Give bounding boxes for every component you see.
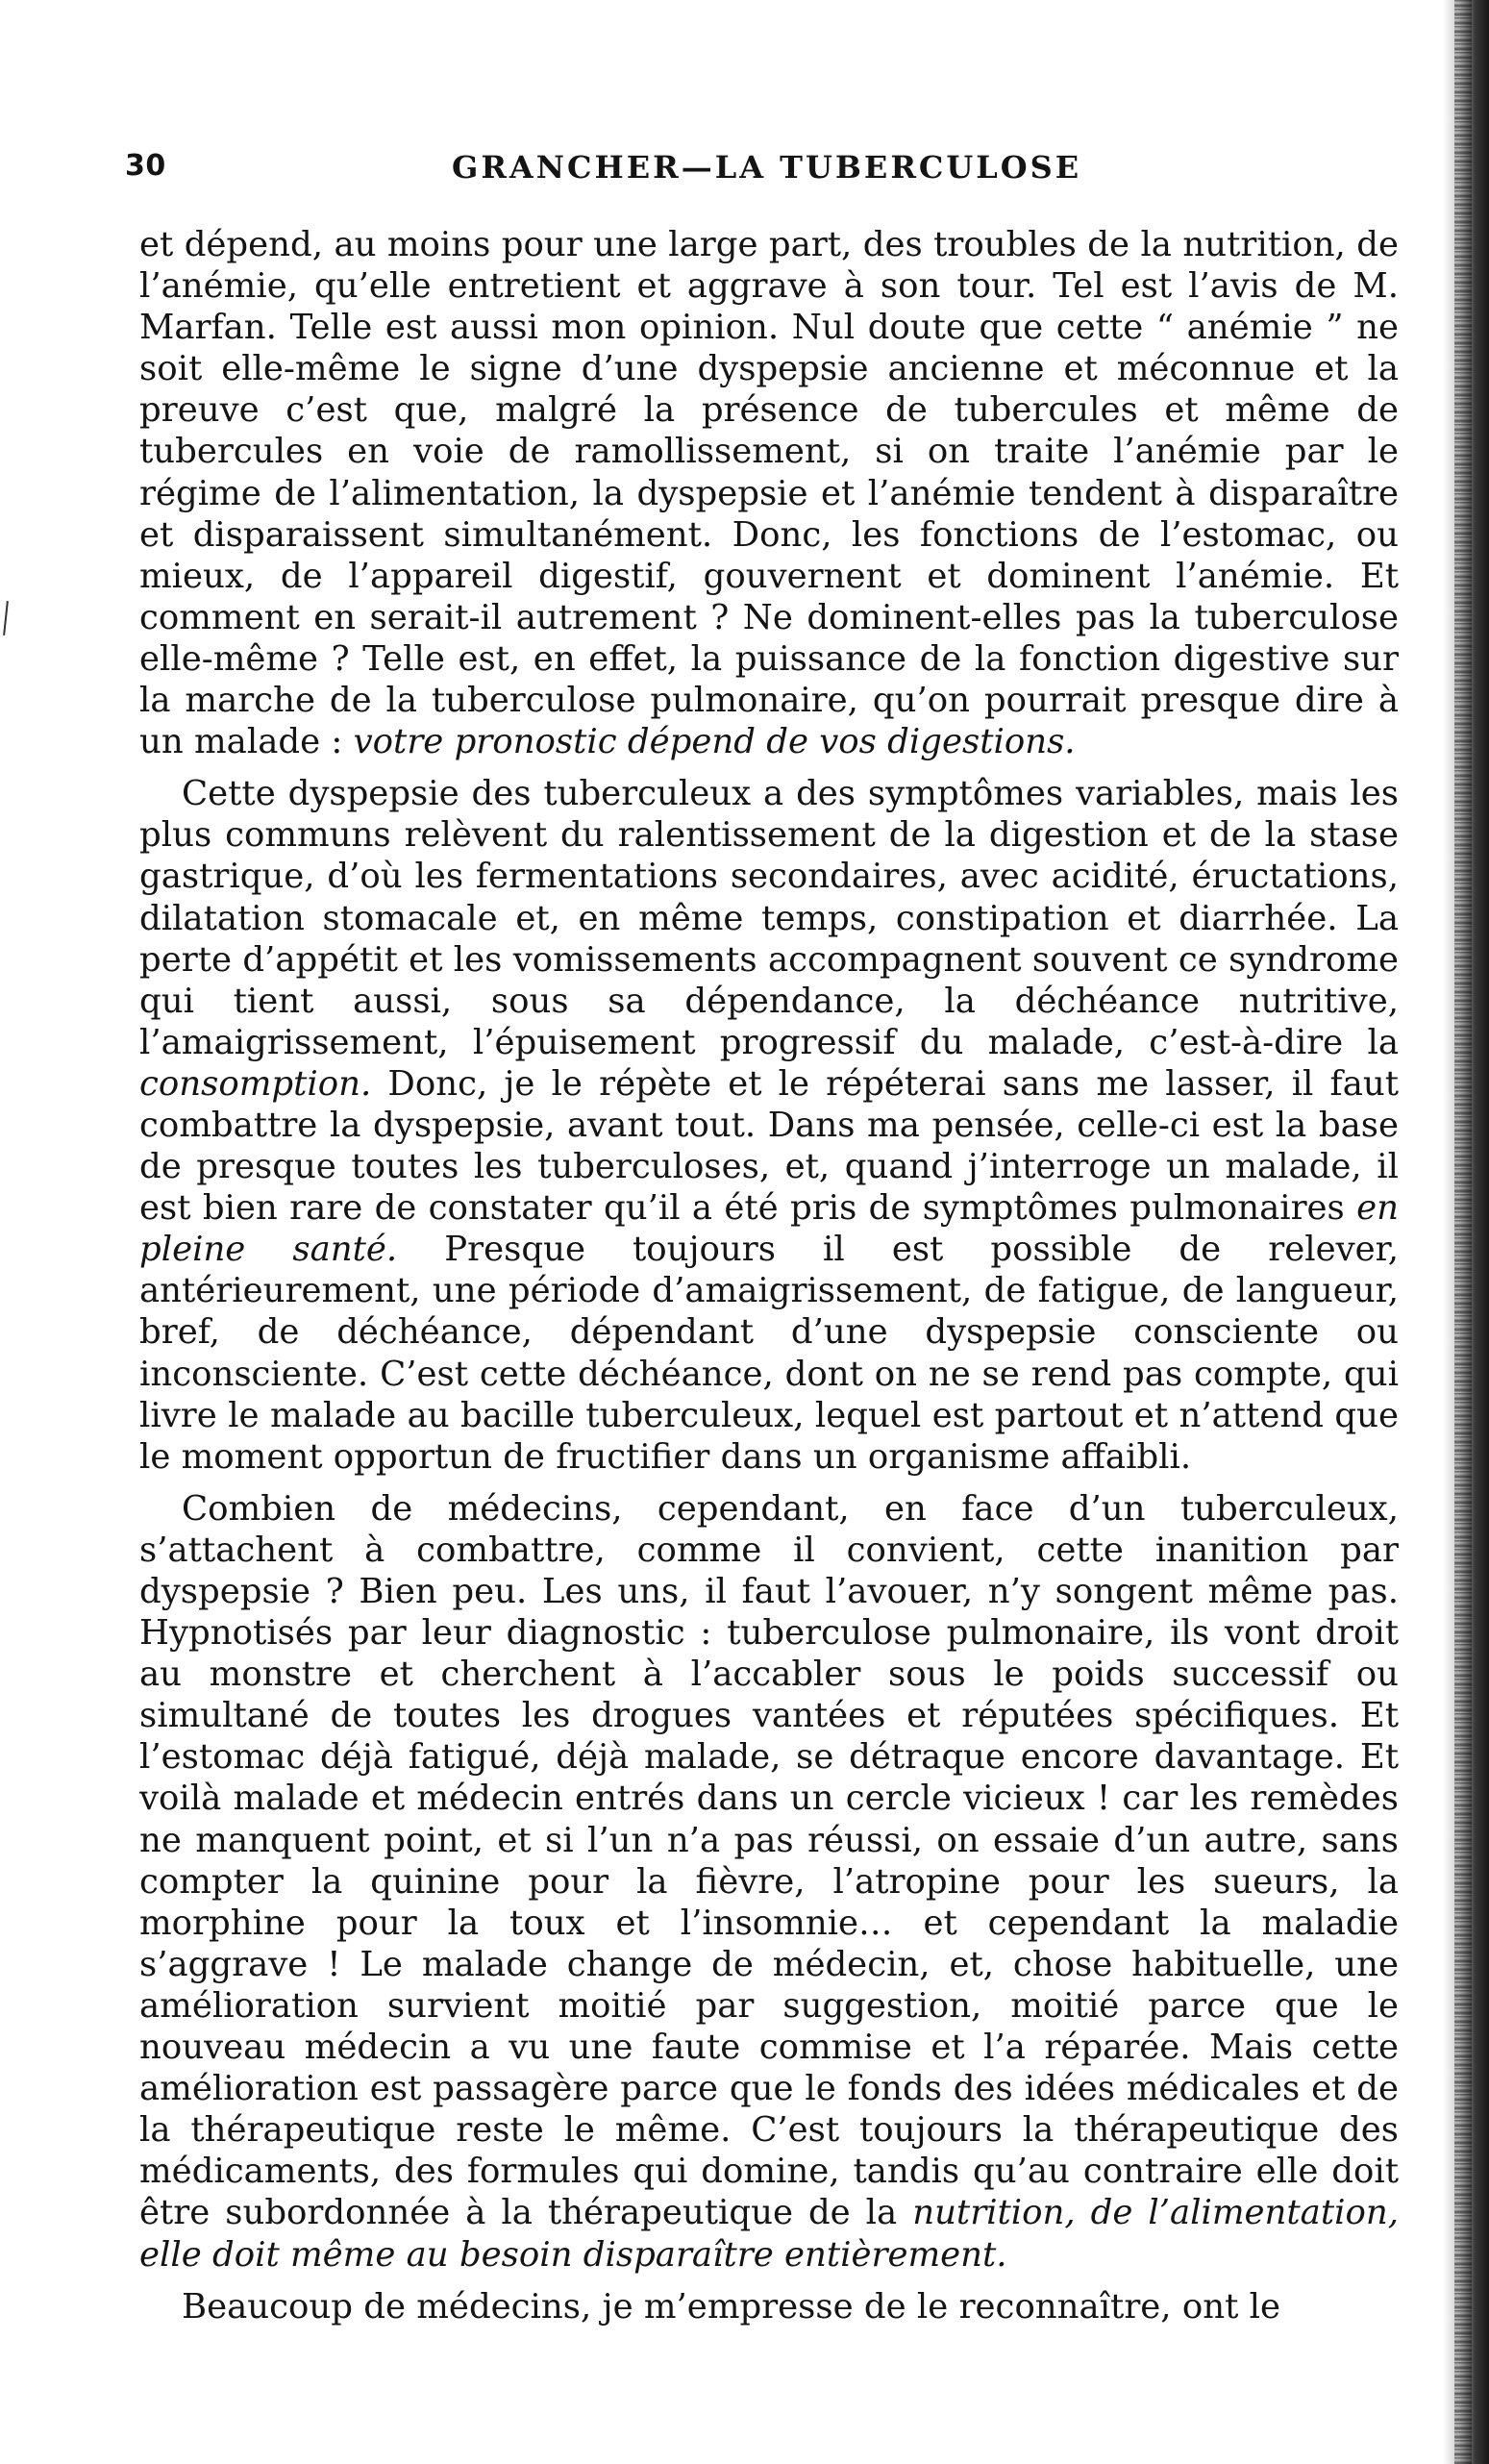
page-number: 30 — [125, 149, 166, 183]
paragraph-3 — [139, 1488, 1399, 2276]
paragraph-2-italic-a: consomption. — [139, 1063, 372, 1104]
binding-edge-shadow — [1443, 0, 1489, 2464]
paragraph-3-italic: nutrition, de l’alimentation, elle doit même au besoin disparaître entièrement. — [139, 2193, 1399, 2275]
paragraph-1-text: et dépend, au moins pour une large part, des troubles de la nutrition, de l’anémie, qu’elle entretient et aggrave à son tour. Tel est l’avis de M. Marfan. Telle est aussi mon opinion. Nul doute que cette “ anémie ” ne soit elle-même le signe d’une dyspepsie ancienne et méconnue et la preuve c’est que, malgré la présence de tubercules et même de tubercules en voie de ramollissement, si on traite l’anémie par le régime de l’alimentation, la dyspepsie et l’anémie tendent à disparaître et disparaissent simultanément. Donc, les fonctions de l’estomac, ou mieux, de l’appareil digestif, gouvernent et dominent l’anémie. Et comment en serait-il autrement ? Ne dominent-elles pas la tuberculose elle-même ? Telle est, en effet, la puissance de la fonction digestive sur la marche de la tuberculose pulmonaire, qu’on pourrait presque dire à un malade : — [139, 225, 1399, 762]
paragraph-2 — [139, 773, 1399, 1478]
paragraph-2-text-b: Donc, je le répète et le répéterai sans me lasser, il faut combattre la dyspepsie, avant tout. Dans ma pensée, celle-ci est la base de presque toutes les tuberculoses, et, quand j’interroge un malade, il est bien rare de constater qu’il a été pris de symptômes pulmonaires — [139, 1063, 1399, 1229]
paragraph-3-text: Combien de médecins, cependant, en face d’un tuberculeux, s’attachent à combattre, comme il convient, cette inanition par dyspepsie ? Bien peu. Les uns, il faut l’avouer, n’y songent même pas. Hypnotisés par leur diagnostic : tuberculose pulmonaire, ils vont droit au monstre et cherchent à l’accabler sous le poids successif ou simultané de toutes les drogues vantées et réputées spécifiques. Et l’estomac déjà fatigué, déjà malade, se détraque encore davantage. Et voilà malade et médecin entrés dans un cercle vicieux ! car les remèdes ne manquent point, et si l’un n’a pas réussi, on essaie d’un autre, sans compter la quinine pour la fièvre, l’atropine pour les sueurs, la morphine pour la toux et l’insomnie… et cependant la maladie s’aggrave ! Le malade change de médecin, et, chose habituelle, une amélioration survient moitié par suggestion, moitié parce que le nouveau médecin a vu une faute commise et l’a réparée. Mais cette amélioration est passagère parce que le fonds des idées médicales et de la thérapeutique reste le même. C’est toujours la thérapeutique des médicaments, des formules qui domine, tandis qu’au contraire elle doit être subordonnée à la thérapeutique de la — [139, 1488, 1399, 2233]
paragraph-2-text-c: Presque toujours il est possible de relever, antérieurement, une période d’amaigrissement, de fatigue, de langueur, bref, de déchéance, dépendant d’une dyspepsie consciente ou inconsciente. C’est cette déchéance, dont on ne se rend pas compte, qui livre le malade au bacille tuberculeux, lequel est partout et n’attend que le moment opportun de fructifier dans un organisme affaibli. — [139, 1230, 1399, 1477]
paragraph-4-text: Beaucoup de médecins, je m’empresse de le reconnaître, ont le — [182, 2286, 1281, 2327]
paragraph-2-text-a: Cette dyspepsie des tuberculeux a des symptômes variables, mais les plus communs relèvent du ralentissement de la digestion et de la stase gastrique, d’où les fermentations secondaires, avec acidité, éructations, dilatation stomacale et, en même temps, constipation et diarrhée. La perte d’appétit et les vomissements accompagnent souvent ce syndrome qui tient aussi, sous sa dépendance, la déchéance nutritive, l’amaigrissement, l’épuisement progressif du malade, c’est-à-dire la — [139, 774, 1399, 1062]
paragraph-4 — [139, 2286, 1399, 2327]
paragraph-1-italic: votre pronostic dépend de vos digestions. — [353, 722, 1076, 762]
body-text — [139, 224, 1399, 2327]
running-header — [125, 149, 1413, 197]
running-title: GRANCHER—LA TUBERCULOSE — [452, 149, 1082, 186]
paragraph-2-italic-b: en pleine santé. — [139, 1188, 1399, 1270]
paragraph-1 — [139, 224, 1399, 762]
margin-mark — [3, 601, 9, 635]
